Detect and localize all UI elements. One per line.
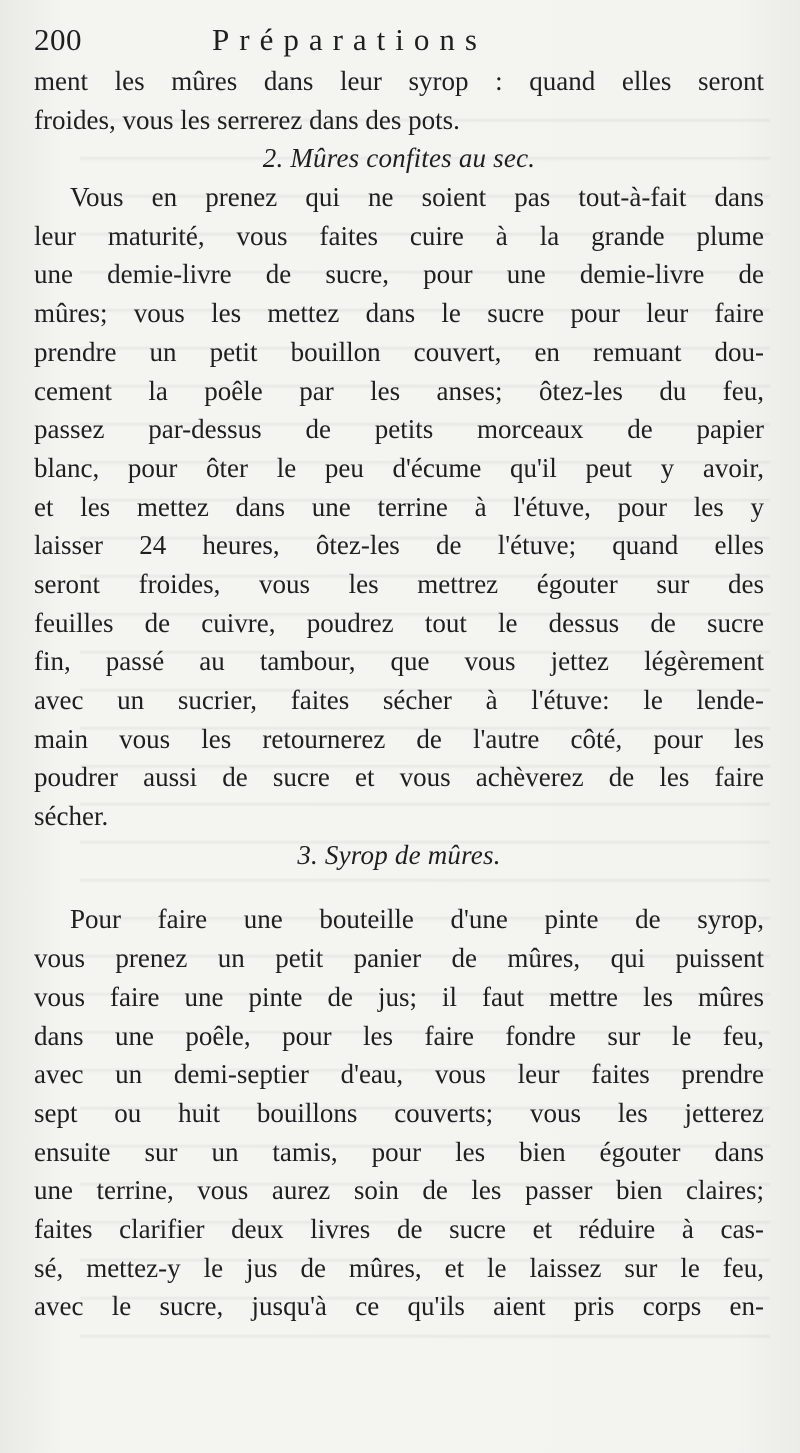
main-text <box>34 62 764 1326</box>
text-line: avec un demi-septier d'eau, vous leur faites prendre <box>34 1059 764 1090</box>
text-line: passez par-dessus de petits morceaux de papier <box>34 414 764 445</box>
text-line: sé, mettez-y le jus de mûres, et le laissez sur le feu, <box>34 1252 764 1283</box>
section-heading: 2. Mûres confites au sec. <box>262 143 536 174</box>
text-line: faites clarifier deux livres de sucre et réduire à cas- <box>34 1213 764 1244</box>
text-line: dans une poêle, pour les faire fondre sur le feu, <box>34 1020 764 1051</box>
text-line: mûres; vous les mettez dans le sucre pour leur faire <box>34 298 764 329</box>
text-line: seront froides, vous les mettrez égouter sur des <box>34 568 764 599</box>
text-line: poudrer aussi de sucre et vous achèverez de les faire <box>34 762 764 793</box>
text-line: leur maturité, vous faites cuire à la grande plume <box>34 220 764 251</box>
text-line: blanc, pour ôter le peu d'écume qu'il peut y avoir, <box>34 452 764 483</box>
text-line: vous prenez un petit panier de mûres, qui puissent <box>34 943 764 974</box>
text-line: avec le sucre, jusqu'à ce qu'ils aient pris corps en- <box>34 1291 764 1322</box>
text-line: froides, vous les serrerez dans des pots. <box>34 104 460 135</box>
section-heading: 3. Syrop de mûres. <box>297 839 501 870</box>
text-line: vous faire une pinte de jus; il faut mettre les mûres <box>34 981 764 1012</box>
text-line: Pour faire une bouteille d'une pinte de syrop, <box>70 904 764 935</box>
text-line: et les mettez dans une terrine à l'étuve, pour les y <box>34 491 764 522</box>
text-line: prendre un petit bouillon couvert, en remuant dou- <box>34 336 764 367</box>
running-title: Préparations <box>212 22 487 57</box>
text-line: sept ou huit bouillons couverts; vous les jetterez <box>34 1097 764 1128</box>
text-line: une demie-livre de sucre, pour une demie-livre de <box>34 259 764 290</box>
text-line: ment les mûres dans leur syrop : quand elles seront <box>34 66 764 96</box>
page-number: 200 <box>34 22 82 57</box>
text-line: feuilles de cuivre, poudrez tout le dessus de sucre <box>34 607 764 638</box>
text-line: cement la poêle par les anses; ôtez-les du feu, <box>34 375 764 406</box>
text-line: une terrine, vous aurez soin de les passer bien claires; <box>34 1175 764 1206</box>
paragraph-gap <box>34 874 764 900</box>
text-line: avec un sucrier, faites sécher à l'étuve: le lende- <box>34 685 764 715</box>
text-line: Vous en prenez qui ne soient pas tout-à-fait dans <box>70 182 764 213</box>
text-line: main vous les retournerez de l'autre côté, pour les <box>34 723 764 754</box>
text-line: fin, passé au tambour, que vous jettez légèrement <box>34 646 764 677</box>
text-line: ensuite sur un tamis, pour les bien égouter dans <box>34 1136 764 1167</box>
text-line: sécher. <box>34 801 109 832</box>
text-line: laisser 24 heures, ôtez-les de l'étuve; quand elles <box>34 530 764 561</box>
page-header <box>34 18 770 68</box>
